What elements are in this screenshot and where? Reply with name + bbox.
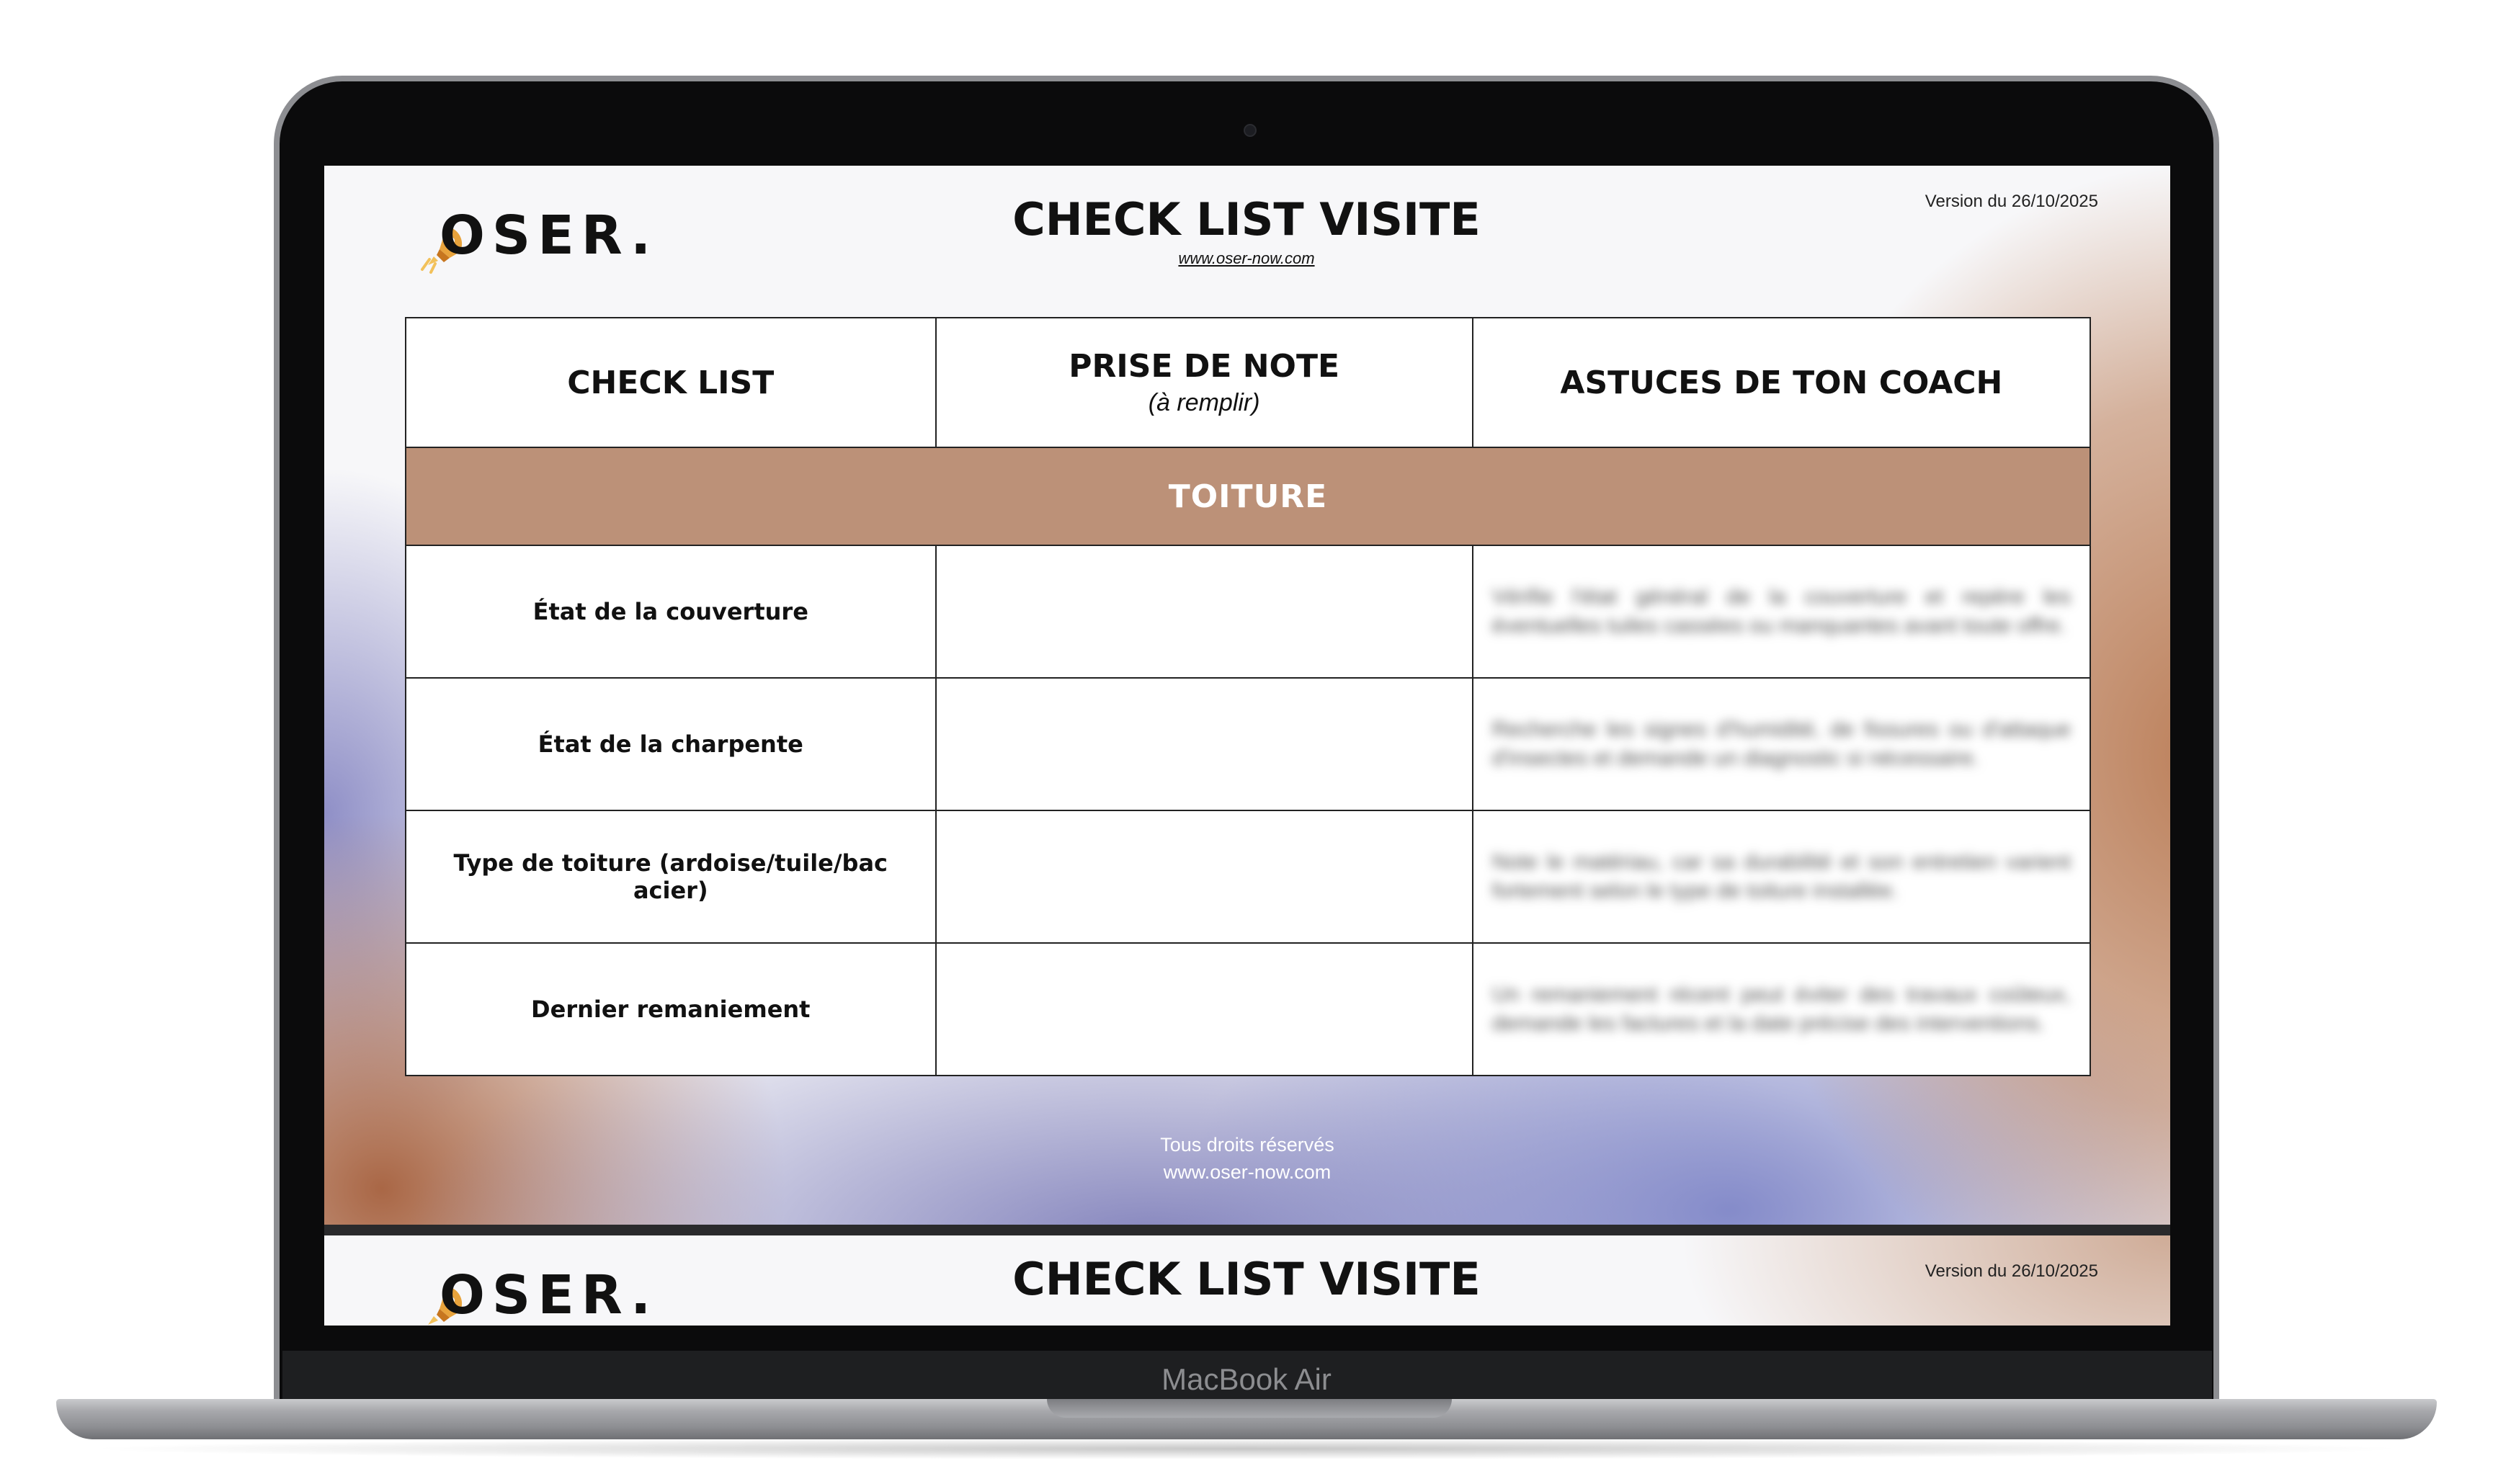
header-astuces-coach bbox=[1473, 318, 2090, 447]
footer-website[interactable]: www.oser-now.com bbox=[1163, 1161, 1332, 1183]
header-prise-de-note-sub: (à remplir) bbox=[1148, 389, 1260, 416]
header-prise-de-note-label: PRISE DE NOTE bbox=[1069, 348, 1340, 385]
coach-tip-text: Un remaniement récent peut éviter des travaux coûteux, demande les factures et la date précise des interventions. bbox=[1491, 983, 2071, 1035]
page-title: CHECK LIST VISITE bbox=[1012, 193, 1481, 246]
laptop-screen bbox=[324, 166, 2170, 1326]
table-row bbox=[406, 810, 2090, 943]
note-field[interactable] bbox=[936, 810, 1473, 943]
note-field[interactable] bbox=[936, 678, 1473, 810]
section-title: TOITURE bbox=[406, 447, 2090, 545]
coach-tip-cell bbox=[1473, 678, 2090, 810]
note-field[interactable] bbox=[936, 545, 1473, 678]
header-astuces-coach-label: ASTUCES DE TON COACH bbox=[1560, 364, 2003, 401]
page-footer bbox=[829, 1131, 1666, 1186]
coach-tip-text: Recherche les signes d'humidité, de fissures ou d'attaque d'insectes et demande un diagnostic si nécessaire. bbox=[1491, 718, 2071, 770]
checklist-item-label: Dernier remaniement bbox=[406, 943, 936, 1076]
camera-icon bbox=[1244, 124, 1257, 137]
oser-logo bbox=[418, 1256, 659, 1326]
header-check-list bbox=[406, 318, 936, 447]
section-row bbox=[406, 447, 2090, 545]
table-row bbox=[406, 678, 2090, 810]
logo-text: OSER. bbox=[440, 1264, 659, 1326]
header-check-list-label: CHECK LIST bbox=[567, 364, 775, 401]
coach-tip-cell bbox=[1473, 943, 2090, 1076]
document-page-2 bbox=[324, 1235, 2170, 1326]
oser-logo bbox=[418, 196, 659, 275]
logo-text: OSER. bbox=[440, 205, 659, 267]
website-link[interactable]: www.oser-now.com bbox=[1178, 249, 1315, 267]
checklist-table bbox=[405, 317, 2091, 1076]
checklist-item-label: État de la couverture bbox=[406, 545, 936, 678]
coach-tip-text: Vérifie l'état général de la couverture et repère les éventuelles tuiles cassées ou manquantes avant toute offre. bbox=[1491, 585, 2071, 638]
version-date: Version du 26/10/2025 bbox=[1925, 1261, 2098, 1281]
note-field[interactable] bbox=[936, 943, 1473, 1076]
coach-tip-cell bbox=[1473, 810, 2090, 943]
laptop-base-notch bbox=[1047, 1399, 1452, 1418]
table-row bbox=[406, 943, 2090, 1076]
laptop-model-label: MacBook Air bbox=[1161, 1362, 1332, 1396]
page-title: CHECK LIST VISITE bbox=[1012, 1253, 1481, 1305]
table-row bbox=[406, 545, 2090, 678]
header-prise-de-note bbox=[936, 318, 1473, 447]
laptop-shadow bbox=[79, 1438, 2414, 1460]
coach-tip-cell bbox=[1473, 545, 2090, 678]
coach-tip-text: Note le matériau, car sa durabilité et son entretien varient fortement selon le type de toiture installée. bbox=[1491, 850, 2071, 903]
footer-rights: Tous droits réservés bbox=[1160, 1134, 1334, 1156]
table-header-row bbox=[406, 318, 2090, 447]
document-page bbox=[324, 166, 2170, 1225]
version-date: Version du 26/10/2025 bbox=[1925, 192, 2098, 211]
checklist-item-label: État de la charpente bbox=[406, 678, 936, 810]
checklist-item-label: Type de toiture (ardoise/tuile/bac acier) bbox=[406, 810, 936, 943]
